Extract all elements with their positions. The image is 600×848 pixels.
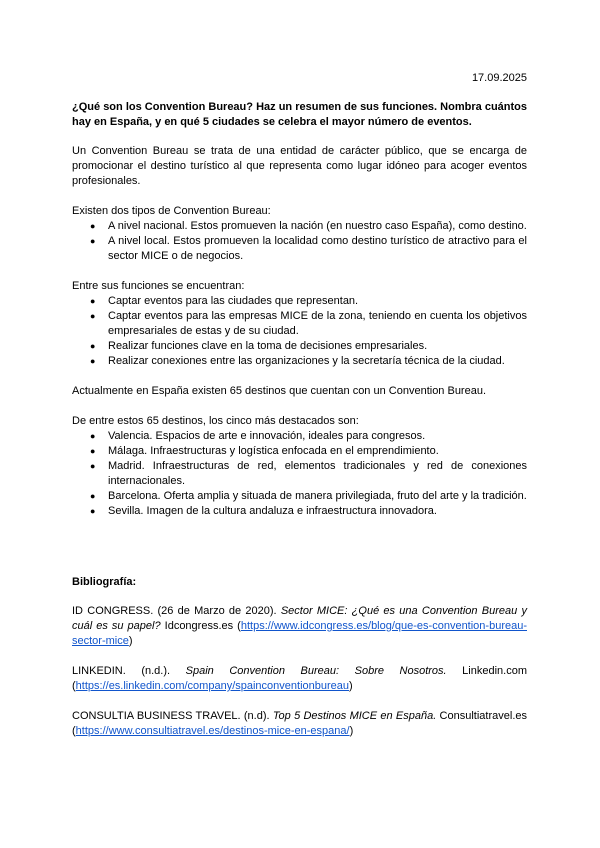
reference-author: LINKEDIN. (n.d.). xyxy=(72,665,186,677)
functions-lead: Entre sus funciones se encuentran: xyxy=(72,280,245,292)
intro-paragraph: Un Convention Bureau se trata de una entidad de carácter público, que se encarga de promocionar el destino turístico al que representa como lugar idóneo para acoger eventos profesionales. xyxy=(72,145,527,187)
types-list xyxy=(72,219,527,264)
types-lead: Existen dos tipos de Convention Bureau: xyxy=(72,205,271,217)
reference-close: ) xyxy=(128,635,133,647)
functions-list xyxy=(72,294,527,369)
reference-entry xyxy=(72,664,527,694)
count-paragraph: Actualmente en España existen 65 destinos que cuentan con un Convention Bureau. xyxy=(72,385,487,397)
list-item: ● Captar eventos para las empresas MICE de la zona, teniendo en cuenta los objetivos empresariales de estas y de su ciudad. xyxy=(108,309,527,339)
list-item: ● Captar eventos para las ciudades que representan. xyxy=(108,294,527,309)
reference-site: Idcongress.es ( xyxy=(160,620,241,632)
reference-title: Spain Convention Bureau: Sobre Nosotros. xyxy=(185,665,447,677)
top5-lead: De entre estos 65 destinos, los cinco más destacados son: xyxy=(72,415,359,427)
question-heading: ¿Qué son los Convention Bureau? Haz un resumen de sus funciones. Nombra cuántos hay en España, y en qué 5 ciudades se celebra el mayor número de eventos. xyxy=(72,101,527,128)
reference-close: ) xyxy=(349,680,353,692)
list-item: ● Barcelona. Oferta amplia y situada de manera privilegiada, fruto del arte y la tradición. xyxy=(108,489,527,504)
document-body xyxy=(72,100,527,754)
list-item: ● Valencia. Espacios de arte e innovación, ideales para congresos. xyxy=(108,429,527,444)
list-item: ● A nivel nacional. Estos promueven la nación (en nuestro caso España), como destino. xyxy=(108,219,527,234)
reference-entry xyxy=(72,709,527,739)
reference-link[interactable]: https://www.consultiatravel.es/destinos-mice-en-espana/ xyxy=(75,725,350,737)
reference-author: CONSULTIA BUSINESS TRAVEL. (n.d). xyxy=(72,710,273,722)
list-item: ● Málaga. Infraestructuras y logística enfocada en el emprendimiento. xyxy=(108,444,527,459)
reference-link[interactable]: https://es.linkedin.com/company/spainconventionbureau xyxy=(75,680,350,692)
reference-entry xyxy=(72,604,527,649)
list-item: ● A nivel local. Estos promueven la localidad como destino turístico de atractivo para el sector MICE o de negocios. xyxy=(108,234,527,264)
reference-close: ) xyxy=(349,725,354,737)
list-item: ● Sevilla. Imagen de la cultura andaluza e infraestructura innovadora. xyxy=(108,504,527,519)
list-item: ● Madrid. Infraestructuras de red, elementos tradicionales y red de conexiones internacionales. xyxy=(108,459,527,489)
reference-title: Sector MICE: ¿Qué es una Convention Bureau y cuál es su papel? xyxy=(72,605,527,632)
document-date: 17.09.2025 xyxy=(471,72,527,84)
list-item: ● Realizar funciones clave en la toma de decisiones empresariales. xyxy=(108,339,527,354)
reference-site: Linkedin.com ( xyxy=(72,665,527,692)
reference-site: Consultiatravel.es ( xyxy=(72,710,527,737)
reference-author: ID CONGRESS. (26 de Marzo de 2020). xyxy=(72,605,281,617)
top5-list xyxy=(72,429,527,519)
list-item: ● Realizar conexiones entre las organizaciones y la secretaría técnica de la ciudad. xyxy=(108,354,527,369)
reference-title: Top 5 Destinos MICE en España. xyxy=(272,710,437,722)
reference-link[interactable]: https://www.idcongress.es/blog/que-es-convention-bureau-sector-mice xyxy=(72,620,527,647)
bibliography-title: Bibliografía: xyxy=(72,576,137,588)
